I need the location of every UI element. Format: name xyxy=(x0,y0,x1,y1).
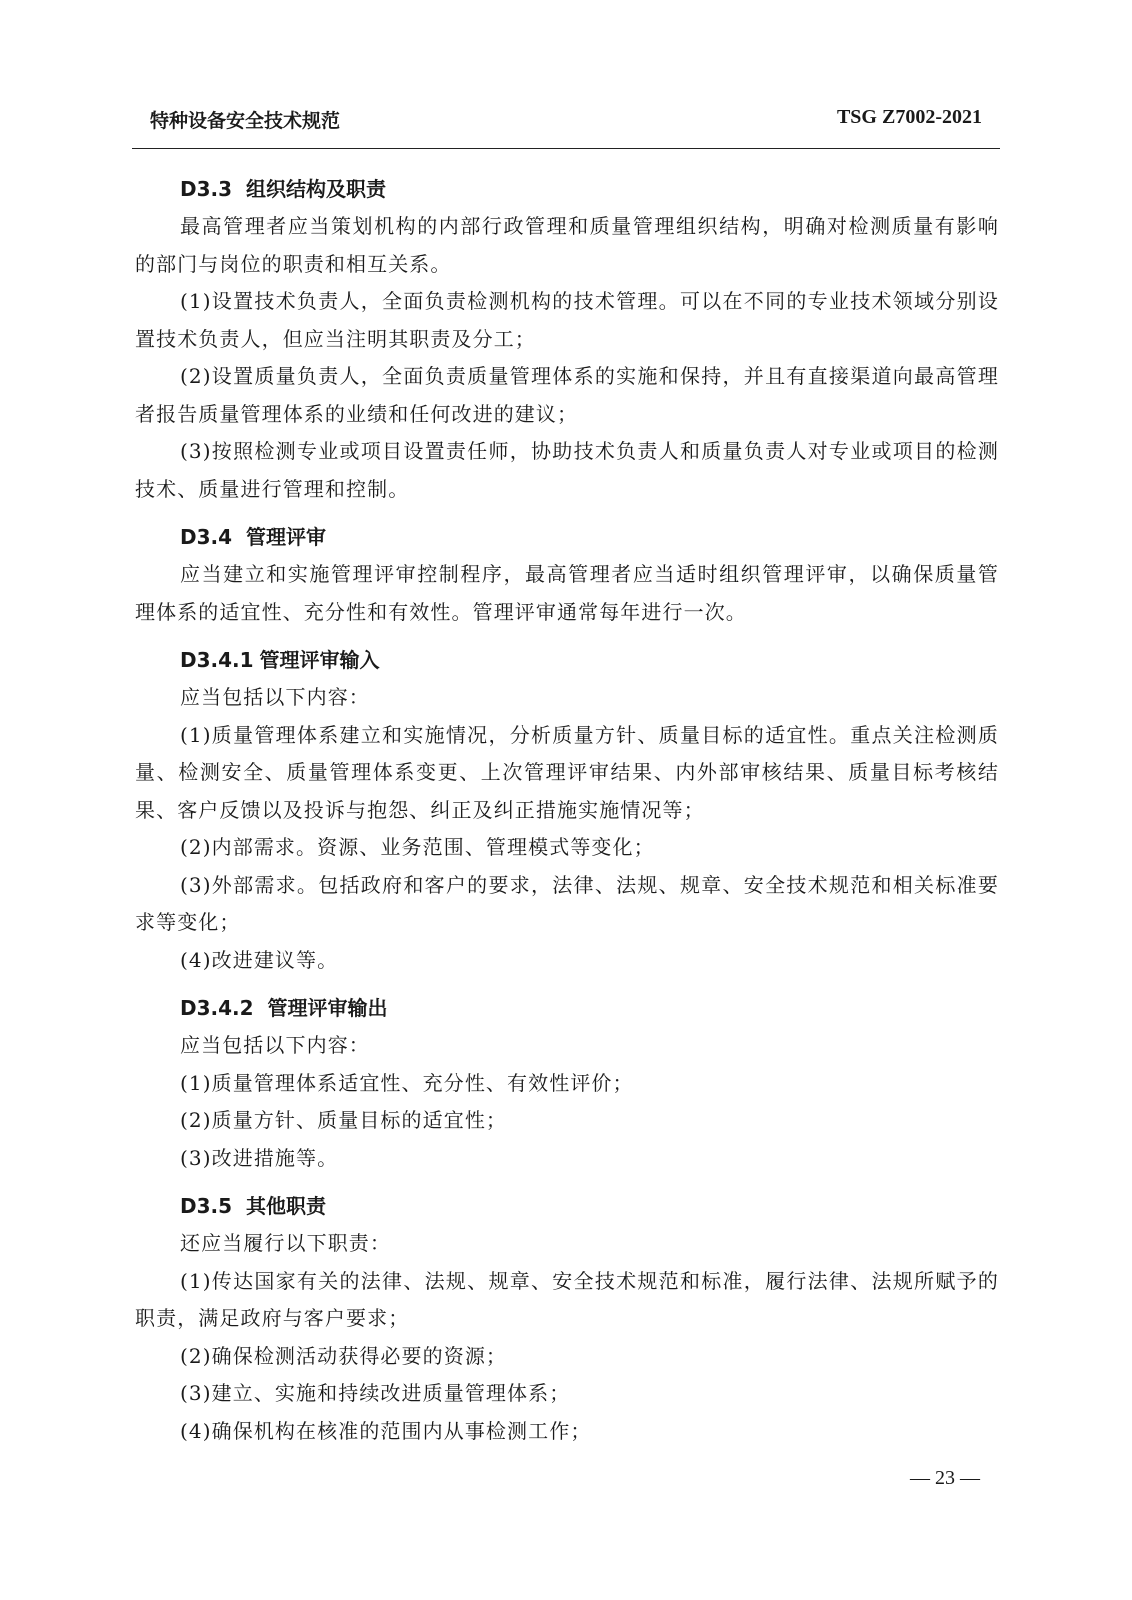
page-number: — 23 — xyxy=(910,1467,980,1489)
section-heading xyxy=(135,641,999,679)
section-number: D3.3 xyxy=(180,177,233,201)
section-d3-5 xyxy=(135,1187,999,1450)
section-d3-3 xyxy=(135,170,999,508)
document-series-title: 特种设备安全技术规范 xyxy=(150,110,341,132)
section-number: D3.4 xyxy=(180,525,233,549)
paragraph: 应当包括以下内容： xyxy=(180,1033,370,1057)
list-item: (2)确保检测活动获得必要的资源； xyxy=(180,1343,508,1368)
header-divider xyxy=(132,148,1000,149)
page-body xyxy=(135,170,999,1450)
list-item: (1)质量管理体系建立和实施情况，分析质量方针、质量目标的适宜性。重点关注检测质量、检测安全、质量管理体系变更、上次管理评审结果、内外部审核结果、质量目标考核结果、客户反馈以及投诉与抱怨、纠正及纠正措施实施情况等； xyxy=(135,722,999,822)
section-heading xyxy=(135,1187,999,1225)
list-item: (3)改进措施等。 xyxy=(180,1145,339,1170)
section-heading xyxy=(135,989,999,1027)
section-title: 管理评审输出 xyxy=(267,996,388,1020)
list-item: (2)内部需求。资源、业务范围、管理模式等变化； xyxy=(180,835,655,859)
paragraph: 应当建立和实施管理评审控制程序，最高管理者应当适时组织管理评审，以确保质量管理体系的适宜性、充分性和有效性。管理评审通常每年进行一次。 xyxy=(135,562,999,624)
paragraph: 还应当履行以下职责： xyxy=(180,1231,391,1255)
list-item: (4)确保机构在核准的范围内从事检测工作； xyxy=(180,1418,592,1443)
list-item: (1)传达国家有关的法律、法规、规章、安全技术规范和标准，履行法律、法规所赋予的职责，满足政府与客户要求； xyxy=(135,1268,999,1330)
section-d3-4 xyxy=(135,518,999,631)
list-item: (3)外部需求。包括政府和客户的要求，法律、法规、规章、安全技术规范和相关标准要求等变化； xyxy=(135,872,999,934)
list-item: (3)按照检测专业或项目设置责任师，协助技术负责人和质量负责人对专业或项目的检测技术、质量进行管理和控制。 xyxy=(135,439,999,501)
section-heading xyxy=(135,170,999,208)
section-number: D3.5 xyxy=(180,1194,233,1218)
list-item: (4)改进建议等。 xyxy=(180,947,339,972)
list-item: (1)设置技术负责人，全面负责检测机构的技术管理。可以在不同的专业技术领域分别设置技术负责人，但应当注明其职责及分工； xyxy=(135,289,999,351)
list-item: (2)设置质量负责人，全面负责质量管理体系的实施和保持，并且有直接渠道向最高管理者报告质量管理体系的业绩和任何改进的建议； xyxy=(135,364,999,426)
list-item: (1)质量管理体系适宜性、充分性、有效性评价； xyxy=(180,1070,634,1095)
document-code: TSG Z7002-2021 xyxy=(836,106,982,128)
section-title: 管理评审输入 xyxy=(259,648,380,672)
paragraph: 应当包括以下内容： xyxy=(180,685,370,709)
section-title: 其他职责 xyxy=(246,1194,327,1218)
section-d3-4-2 xyxy=(135,989,999,1177)
section-title: 管理评审 xyxy=(246,525,327,549)
list-item: (2)质量方针、质量目标的适宜性； xyxy=(180,1108,508,1132)
section-number: D3.4.1 xyxy=(180,648,254,672)
paragraph: 最高管理者应当策划机构的内部行政管理和质量管理组织结构，明确对检测质量有影响的部门与岗位的职责和相互关系。 xyxy=(135,214,999,276)
list-item: (3)建立、实施和持续改进质量管理体系； xyxy=(180,1381,571,1405)
section-title: 组织结构及职责 xyxy=(246,177,387,201)
section-number: D3.4.2 xyxy=(180,996,254,1020)
section-d3-4-1 xyxy=(135,641,999,979)
section-heading xyxy=(135,518,999,556)
